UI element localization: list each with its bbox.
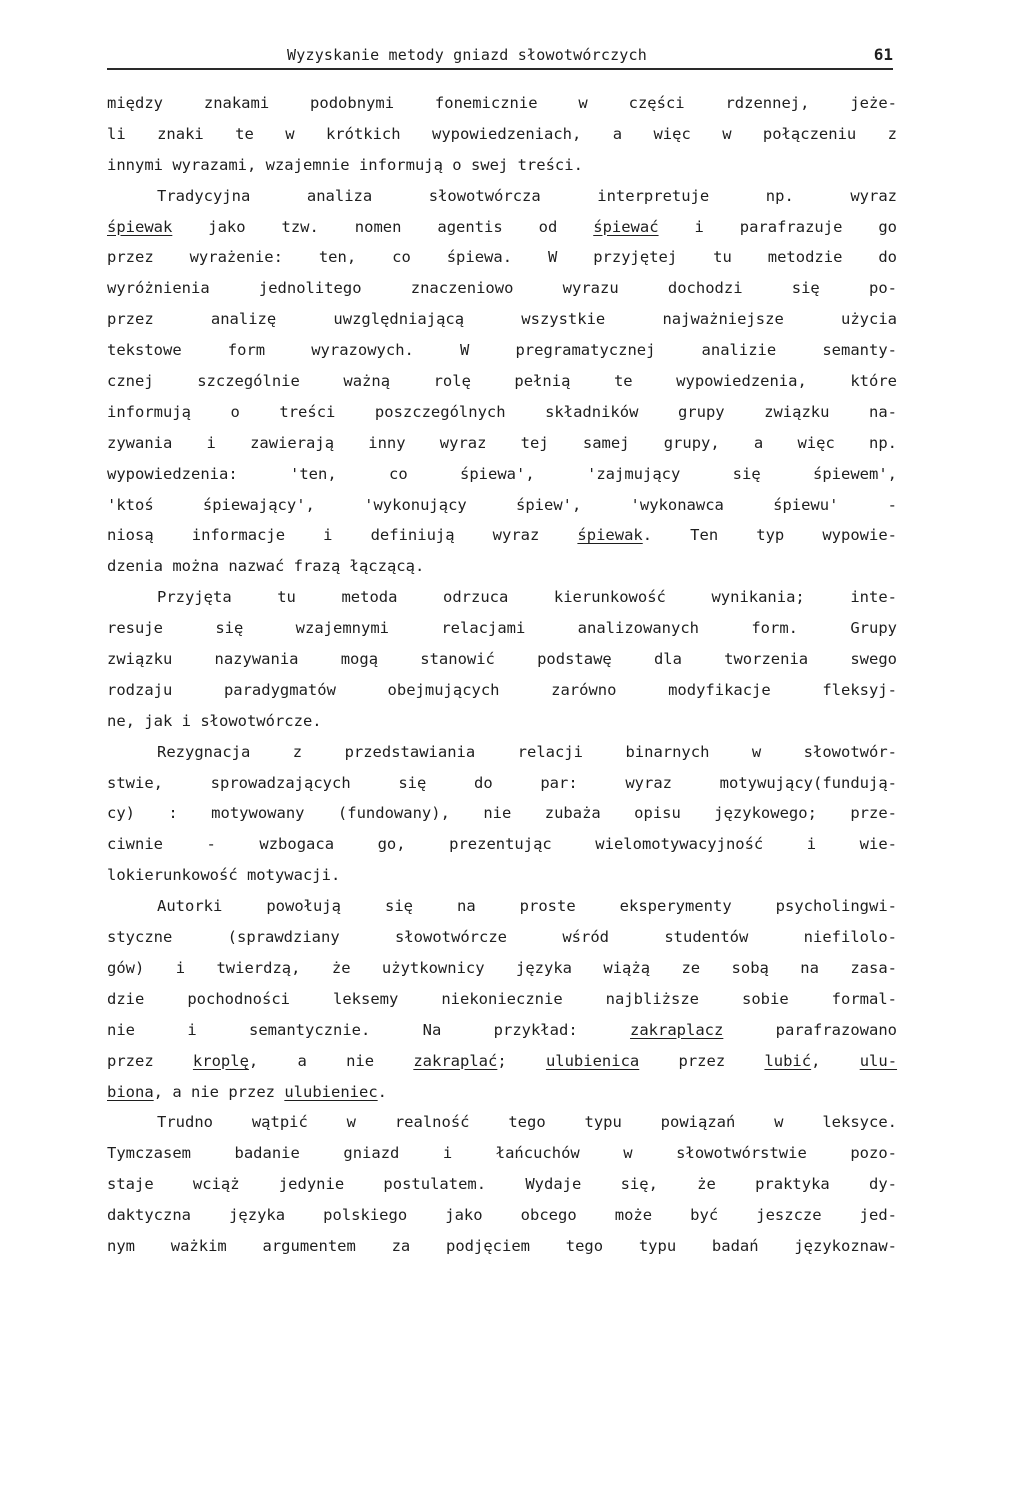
- text-line: wyróżnienia jednolitego znaczeniowo wyrazu dochodzi się po-: [107, 279, 897, 298]
- text-line: 'ktoś śpiewający', 'wykonujący śpiew', 'wykonawca śpiewu' -: [107, 495, 897, 514]
- text-span: ;: [497, 1051, 546, 1070]
- text-line: ciwnie - wzbogaca go, prezentując wielomotywacyjność i wie-: [107, 835, 897, 854]
- text-line: Tymczasem badanie gniazd i łańcuchów w słowotwórstwie pozo-: [107, 1144, 897, 1163]
- text-line: styczne (sprawdziany słowotwórcze wśród studentów niefilolo-: [107, 928, 897, 947]
- underlined-word: ulu-: [859, 1051, 898, 1070]
- text-line: przez wyrażenie: ten, co śpiewa. W przyjętej tu metodzie do: [107, 248, 897, 267]
- text-line: Trudno wątpić w realność tego typu powiązań w leksyce.: [157, 1113, 897, 1132]
- text-span: , a nie: [248, 1051, 414, 1070]
- text-span: przez: [639, 1051, 765, 1070]
- text-line: [107, 1077, 897, 1108]
- text-line: daktyczna języka polskiego jako obcego może być jeszcze jed-: [107, 1206, 897, 1225]
- text-span: nie i semantycznie. Na przykład:: [107, 1020, 631, 1039]
- page-number: 61: [873, 45, 893, 64]
- text-line: między znakami podobnymi fonemicznie w części rdzennej, jeże-: [107, 94, 897, 112]
- text-line: Rezygnacja z przedstawiania relacji binarnych w słowotwór-: [157, 742, 897, 761]
- text-line: [107, 212, 897, 243]
- text-line: li znaki te w krótkich wypowiedzeniach, a więc w połączeniu z: [107, 124, 897, 143]
- running-title: Wyzyskanie metody gniazd słowotwórczych: [287, 46, 647, 64]
- underlined-word: kroplę: [192, 1051, 249, 1070]
- underlined-word: śpiewak: [107, 217, 173, 236]
- body-text: [107, 88, 897, 1262]
- text-span: parafrazowano: [723, 1020, 897, 1039]
- text-line: [107, 1046, 897, 1077]
- text-line: Tradycyjna analiza słowotwórcza interpretuje np. wyraz: [157, 186, 897, 205]
- text-line: tekstowe form wyrazowych. W pregramatycznej analizie semanty-: [107, 341, 897, 360]
- underlined-word: biona: [107, 1082, 154, 1101]
- text-line: cznej szczególnie ważną rolę pełnią te wypowiedzenia, które: [107, 372, 897, 391]
- text-line: lokierunkowość motywacji.: [107, 866, 341, 885]
- running-header: [107, 44, 893, 70]
- text-span: niosą informacje i definiują wyraz: [107, 526, 578, 545]
- text-line: resuje się wzajemnymi relacjami analizowanych form. Grupy: [107, 619, 897, 638]
- text-line: cy) : motywowany (fundowany), nie zubaża opisu językowego; prze-: [107, 804, 897, 823]
- underlined-word: ulubieniec: [284, 1082, 378, 1101]
- text-span: . Ten typ wypowie-: [642, 526, 897, 545]
- underlined-word: zakraplać: [413, 1051, 498, 1070]
- text-line: Przyjęta tu metoda odrzuca kierunkowość wynikania; inte-: [157, 588, 897, 607]
- text-line: nym ważkim argumentem za podjęciem tego typu badań językoznaw-: [107, 1236, 897, 1255]
- text-line: dzie pochodności leksemy niekoniecznie najbliższe sobie formal-: [107, 989, 897, 1008]
- text-line: związku nazywania mogą stanowić podstawę dla tworzenia swego: [107, 650, 897, 669]
- underlined-word: śpiewać: [593, 217, 659, 236]
- text-line: zywania i zawierają inny wyraz tej samej grupy, a więc np.: [107, 433, 897, 452]
- underlined-word: zakraplacz: [630, 1020, 724, 1039]
- text-line: dzenia można nazwać frazą łączącą.: [107, 557, 425, 576]
- text-span: i parafrazuje go: [658, 217, 898, 236]
- text-span: przez: [107, 1051, 193, 1070]
- text-line: innymi wyrazami, wzajemnie informują o swej treści.: [107, 155, 583, 174]
- text-span: jako tzw. nomen agentis od: [172, 217, 594, 236]
- text-span: ,: [811, 1051, 860, 1070]
- text-span: , a nie przez: [153, 1082, 285, 1101]
- text-line: [107, 1015, 897, 1046]
- text-span: .: [377, 1082, 387, 1101]
- text-line: wypowiedzenia: 'ten, co śpiewa', 'zajmujący się śpiewem',: [107, 464, 897, 483]
- text-line: Autorki powołują się na proste eksperymenty psycholingwi-: [157, 897, 897, 916]
- text-line: rodzaju paradygmatów obejmujących zarówno modyfikacje fleksyj-: [107, 680, 897, 699]
- text-line: gów) i twierdzą, że użytkownicy języka wiążą ze sobą na zasa-: [107, 958, 897, 977]
- underlined-word: lubić: [764, 1051, 812, 1070]
- underlined-word: ulubienica: [545, 1051, 640, 1070]
- underlined-word: śpiewak: [577, 526, 643, 545]
- text-line: ne, jak i słowotwórcze.: [107, 711, 322, 730]
- text-line: [107, 520, 897, 551]
- text-line: informują o treści poszczególnych składników grupy związku na-: [107, 402, 897, 421]
- text-line: staje wciąż jedynie postulatem. Wydaje się, że praktyka dy-: [107, 1175, 897, 1194]
- text-line: przez analizę uwzględniającą wszystkie najważniejsze użycia: [107, 310, 897, 329]
- text-line: stwie, sprowadzających się do par: wyraz motywujący(fundują-: [107, 773, 897, 792]
